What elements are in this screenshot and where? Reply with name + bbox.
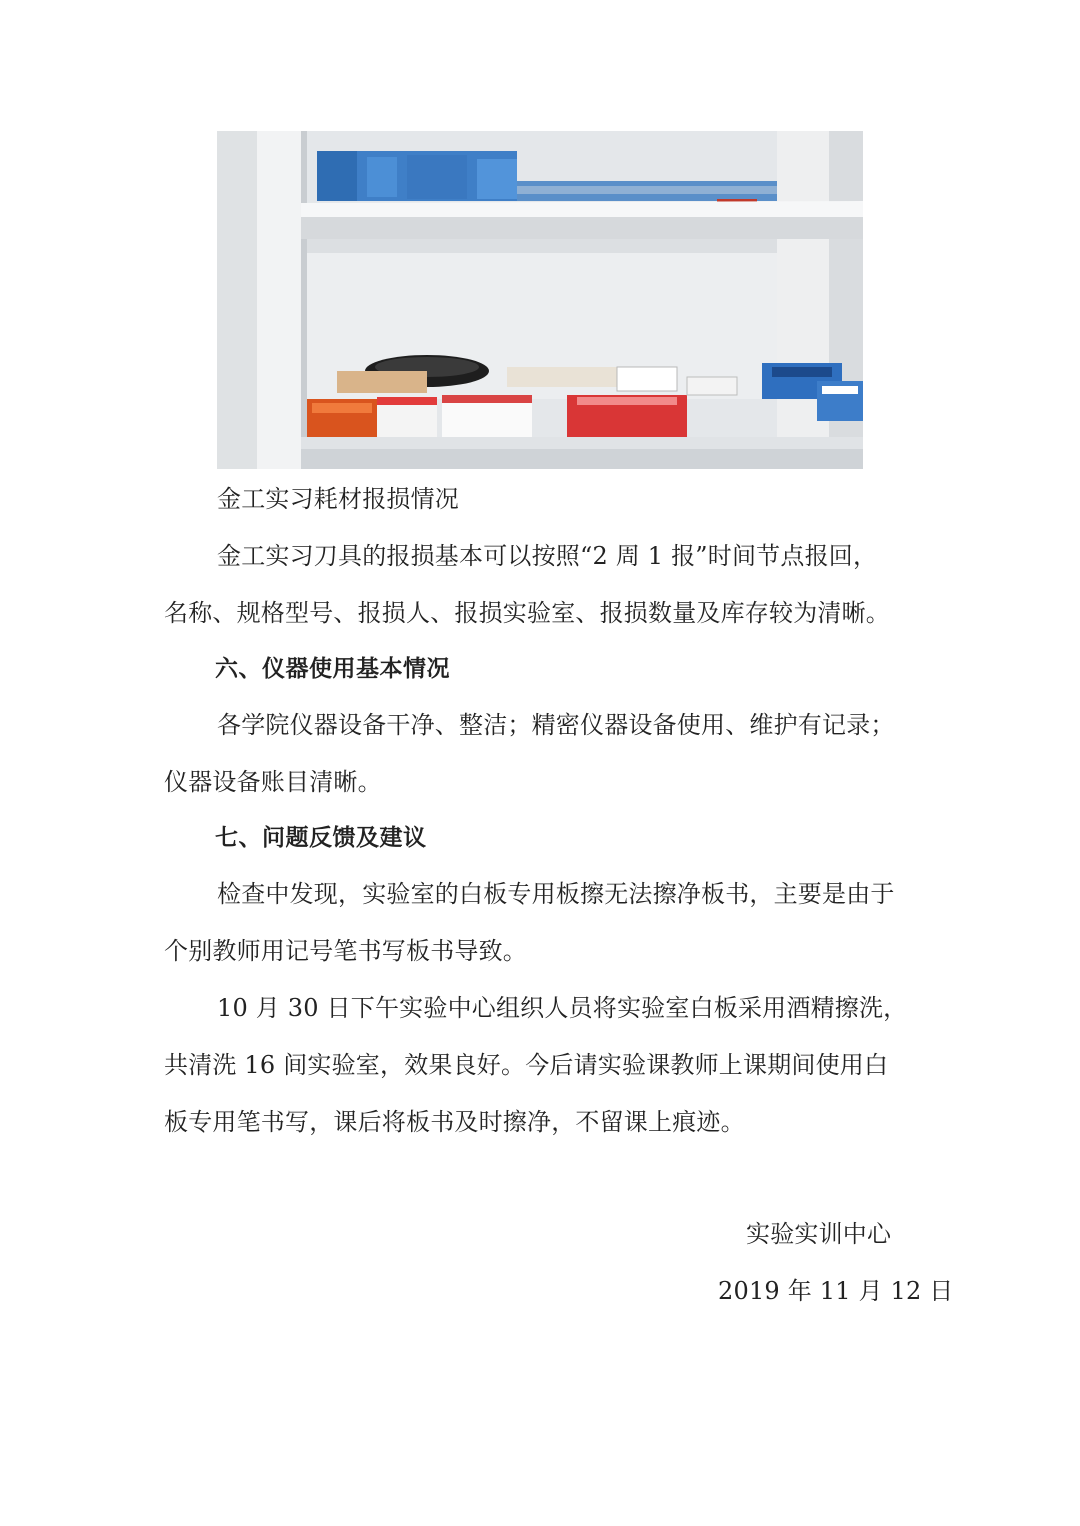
section-heading-6: 六、仪器使用基本情况 bbox=[215, 656, 450, 682]
shelf-photo-graphic bbox=[217, 131, 863, 469]
shelf-photo bbox=[217, 131, 863, 469]
paragraph-4-line-2: 共清洗 16 间实验室，效果良好。今后请实验课教师上课期间使用白 bbox=[164, 1051, 889, 1079]
paragraph-3-line-2: 个别教师用记号笔书写板书导致。 bbox=[164, 937, 527, 965]
signature-organization: 实验实训中心 bbox=[746, 1220, 892, 1248]
paragraph-2-line-1: 各学院仪器设备干净、整洁；精密仪器设备使用、维护有记录； bbox=[217, 711, 895, 739]
paragraph-4-line-1: 10 月 30 日下午实验中心组织人员将实验室白板采用酒精擦洗， bbox=[217, 994, 908, 1022]
paragraph-2-line-2: 仪器设备账目清晰。 bbox=[164, 768, 382, 796]
paragraph-1-line-1: 金工实习刀具的报损基本可以按照“2 周 1 报”时间节点报回， bbox=[217, 542, 878, 570]
photo-caption: 金工实习耗材报损情况 bbox=[217, 485, 459, 513]
paragraph-3-line-1: 检查中发现，实验室的白板专用板擦无法擦净板书，主要是由于 bbox=[217, 880, 895, 908]
signature-date: 2019 年 11 月 12 日 bbox=[718, 1277, 954, 1305]
paragraph-1-line-2: 名称、规格型号、报损人、报损实验室、报损数量及库存较为清晰。 bbox=[164, 599, 890, 627]
paragraph-4-line-3: 板专用笔书写，课后将板书及时擦净，不留课上痕迹。 bbox=[164, 1108, 745, 1136]
section-heading-7: 七、问题反馈及建议 bbox=[215, 825, 427, 851]
